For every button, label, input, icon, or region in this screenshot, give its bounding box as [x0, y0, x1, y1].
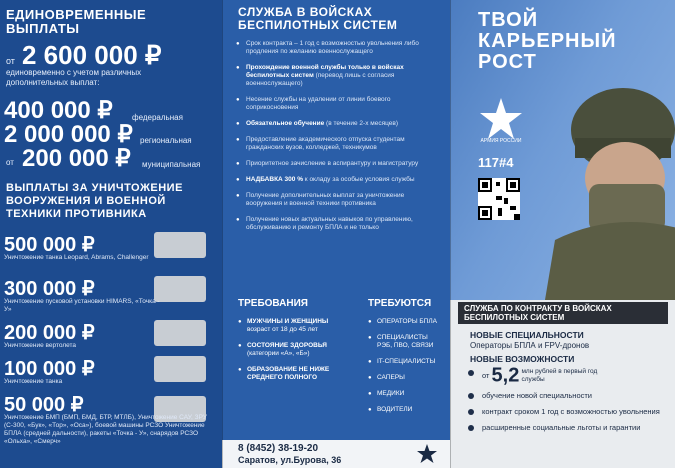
- contact-block: [222, 440, 450, 468]
- list-item: ● ВОДИТЕЛИ: [368, 406, 444, 414]
- list-item: расширенные социальные льготы и гарантии: [468, 423, 668, 432]
- fold-line: [450, 0, 451, 468]
- total-from: от: [6, 56, 15, 66]
- list-item: ● СПЕЦИАЛИСТЫ РЭБ, ПВО, СВЯЗИ: [368, 334, 444, 350]
- list-item: ● Прохождение военной службы только в войсках беспилотных систем (перевод лишь с согласия военнослужащего): [236, 64, 436, 88]
- reward-amount: 50 000 ₽: [4, 394, 84, 416]
- requirements-title: ТРЕБОВАНИЯ: [238, 298, 308, 309]
- list-item: ● Получение новых актуальных навыков по управлению, обслуживанию и ремонту БПЛА и не только: [236, 216, 436, 232]
- list-item: ● Приоритетное зачисление в аспирантуру и магистратуру: [236, 160, 436, 168]
- list-item: ● САПЕРЫ: [368, 374, 444, 382]
- payments-panel: [0, 0, 222, 468]
- list-item: ● ОПЕРАТОРЫ БПЛА: [368, 318, 444, 326]
- reward-amount: 200 000 ₽: [4, 322, 95, 344]
- reward-amount: 500 000 ₽: [4, 234, 95, 256]
- opportunities-title: НОВЫЕ ВОЗМОЖНОСТИ: [470, 354, 575, 364]
- army-star-icon: [478, 96, 524, 142]
- specialties-text: Операторы БПЛА и FPV-дронов: [470, 341, 590, 350]
- reward-item: [4, 232, 218, 266]
- regional-label: региональная: [140, 136, 192, 145]
- list-item: ● Обязательное обучение (в течение 2-х месяцев): [236, 120, 436, 128]
- career-title: ТВОЙ КАРЬЕРНЫЙ РОСТ: [478, 9, 617, 73]
- reward-item: [4, 320, 218, 354]
- phone-number[interactable]: 8 (8452) 38-19-20: [238, 443, 319, 454]
- list-item: ● Предоставление академического отпуска студентам гражданских вузов, колледжей, техникумов: [236, 136, 436, 152]
- service-panel: [222, 0, 450, 468]
- total-amount: 2 600 000 ₽: [22, 40, 162, 70]
- service-title: СЛУЖБА В ВОЙСКАХ БЕСПИЛОТНЫХ СИСТЕМ: [238, 5, 398, 32]
- federal-label: федеральная: [132, 113, 183, 122]
- qr-code[interactable]: [478, 178, 520, 220]
- opportunities-list: [468, 364, 668, 439]
- list-item: ● Несение службы на удалении от линии боевого соприкосновения: [236, 96, 436, 112]
- list-item: ● СОСТОЯНИЕ ЗДОРОВЬЯ (категории «А», «Б»): [238, 342, 356, 358]
- reward-item: [4, 276, 218, 313]
- specialties-title: НОВЫЕ СПЕЦИАЛЬНОСТИ: [470, 330, 584, 340]
- list-item: контракт сроком 1 год с возможностью увольнения: [468, 407, 668, 416]
- list-item: обучение новой специальности: [468, 391, 668, 400]
- contract-banner: СЛУЖБА ПО КОНТРАКТУ В ВОЙСКАХ БЕСПИЛОТНЫХ СИСТЕМ: [458, 302, 668, 324]
- reward-amount: 100 000 ₽: [4, 358, 95, 380]
- reward-caption: Уничтожение танка: [4, 378, 63, 385]
- reward-amount: 300 000 ₽: [4, 278, 95, 300]
- soldier-image: [545, 80, 675, 300]
- list-item: ● Получение дополнительных выплат за уничтожение вооружения и военной техники противника: [236, 192, 436, 208]
- list-item: ● Срок контракта – 1 год с возможностью увольнения либо продления по желанию военнослужащего: [236, 40, 436, 56]
- address: Саратов, ул.Бурова, 36: [238, 455, 342, 465]
- reward-caption: Уничтожение пусковой установки HIMARS, «Точка - У»: [4, 298, 160, 313]
- list-item: от 5,2 млн рублей в первый год службы: [468, 368, 668, 384]
- needed-title: ТРЕБУЮТСЯ: [368, 298, 432, 309]
- needed-list: [368, 318, 444, 422]
- total-desc: единовременно с учетом различных дополнительных выплат:: [6, 68, 142, 87]
- list-item: ● НАДБАВКА 300 % к окладу за особые условия службы: [236, 176, 436, 184]
- reward-caption: Уничтожение вертолета: [4, 342, 77, 349]
- career-panel: [450, 0, 675, 468]
- fold-line: [222, 0, 223, 468]
- payments-title: ЕДИНОВРЕМЕННЫЕ ВЫПЛАТЫ: [6, 7, 147, 36]
- reward-item: [4, 392, 218, 468]
- requirements-list: [238, 318, 356, 390]
- emblem-text: АРМИЯ РОССИИ: [480, 138, 522, 144]
- list-item: ● IT-СПЕЦИАЛИСТЫ: [368, 358, 444, 366]
- weapons-section-title: ВЫПЛАТЫ ЗА УНИЧТОЖЕНИЕ ВООРУЖЕНИЯ И ВОЕННОЙ ТЕХНИКИ ПРОТИВНИКА: [6, 182, 183, 220]
- municipal-amount: 200 000 ₽: [22, 145, 131, 172]
- list-item: ● МЕДИКИ: [368, 390, 444, 398]
- reward-item: [4, 356, 218, 390]
- regional-amount: 2 000 000 ₽: [4, 121, 133, 148]
- service-benefits-list: [236, 40, 436, 240]
- municipal-label: муниципальная: [142, 160, 201, 169]
- hashtag: 117#4: [478, 155, 514, 170]
- federal-amount: 400 000 ₽: [4, 97, 113, 124]
- list-item: ● ОБРАЗОВАНИЕ НЕ НИЖЕ СРЕДНЕГО ПОЛНОГО: [238, 366, 356, 382]
- municipal-from: от: [6, 158, 14, 167]
- list-item: ● МУЖЧИНЫ И ЖЕНЩИНЫ возраст от 18 до 45 лет: [238, 318, 356, 334]
- army-star-icon: [416, 443, 438, 465]
- reward-caption: Уничтожение танка Leopard, Abrams, Challenger: [4, 254, 149, 261]
- reward-caption: Уничтожение БМП (БМП, БМД, БТР, МТЛБ), Уничтожение САУ, ЗРУ (С-300, «Бук», «Тор», «Оса»), боевой машины РСЗО Уничтожение БПЛА (средней дальности), ракеты «Точка - У», снарядов РСЗО «Ольха», «Смерч»: [4, 414, 207, 445]
